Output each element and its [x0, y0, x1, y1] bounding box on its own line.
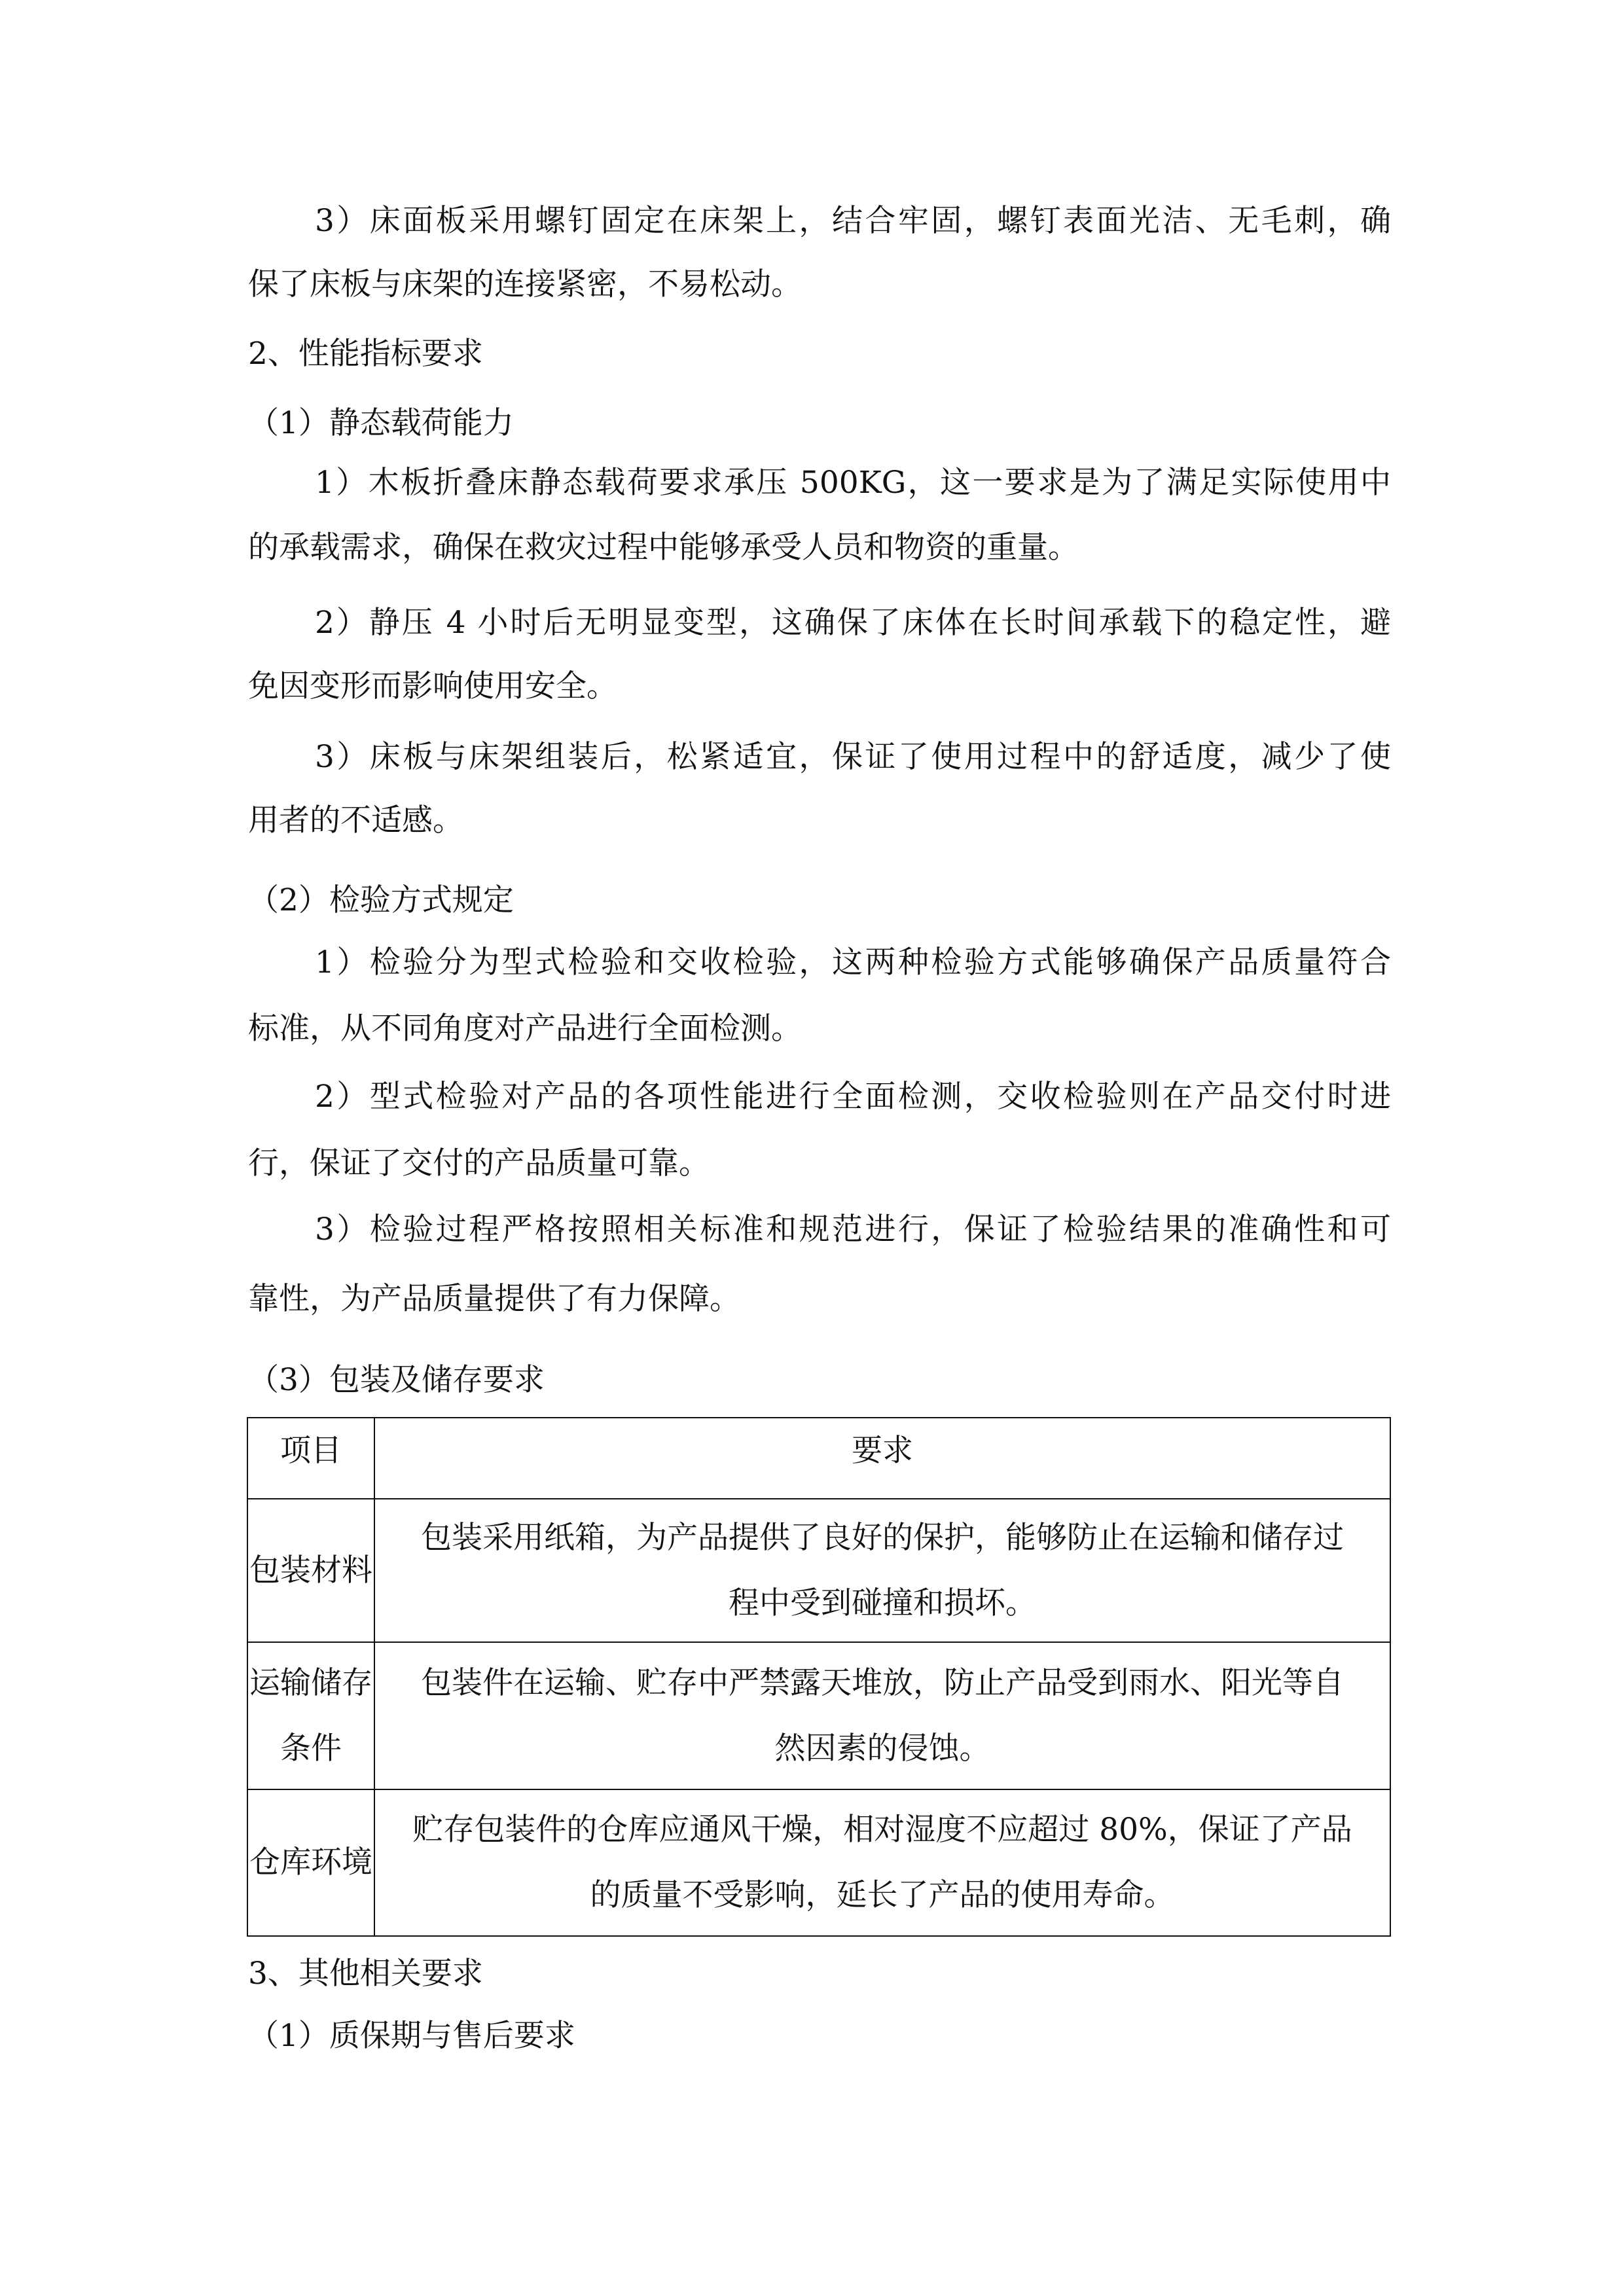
subsection-heading: （3）包装及储存要求 [248, 1362, 545, 1398]
text-line: 3）床面板采用螺钉固定在床架上，结合牢固，螺钉表面光洁、无毛刺，确 [315, 203, 1391, 239]
text-line: 免因变形而影响使用安全。 [248, 668, 617, 704]
section-heading: 2、性能指标要求 [248, 336, 483, 372]
requirement-cell: 包装件在运输、贮存中严禁露天堆放，防止产品受到雨水、阳光等自 然因素的侵蚀。 [374, 1642, 1390, 1789]
item-cell: 包装材料 [247, 1499, 374, 1642]
text-line: 保了床板与床架的连接紧密，不易松动。 [248, 266, 802, 302]
packaging-table [247, 1417, 1391, 1937]
table-row [247, 1642, 1390, 1789]
requirement-cell: 贮存包装件的仓库应通风干燥，相对湿度不应超过 80%，保证了产品 的质量不受影响，延长了产品的使用寿命。 [374, 1789, 1390, 1936]
text-line: 2）型式检验对产品的各项性能进行全面检测，交收检验则在产品交付时进 [315, 1079, 1391, 1115]
item-cell: 运输储存 条件 [247, 1642, 374, 1789]
table-header-row [247, 1418, 1390, 1499]
subsection-heading: （1）静态载荷能力 [248, 405, 514, 441]
text-line: 的承载需求，确保在救灾过程中能够承受人员和物资的重量。 [248, 529, 1079, 565]
item-cell: 仓库环境 [247, 1789, 374, 1936]
requirement-cell: 包装采用纸箱，为产品提供了良好的保护，能够防止在运输和储存过 程中受到碰撞和损坏。 [374, 1499, 1390, 1642]
text-line: 行，保证了交付的产品质量可靠。 [248, 1145, 710, 1181]
text-line: 用者的不适感。 [248, 802, 463, 838]
subsection-heading: （2）检验方式规定 [248, 882, 514, 918]
text-line: 1）木板折叠床静态载荷要求承压 500KG，这一要求是为了满足实际使用中 [315, 465, 1391, 501]
text-line: 3）床板与床架组装后，松紧适宜，保证了使用过程中的舒适度，减少了使 [315, 739, 1391, 775]
table-row [247, 1499, 1390, 1642]
text-line: 2）静压 4 小时后无明显变型，这确保了床体在长时间承载下的稳定性，避 [315, 605, 1391, 641]
text-line: 1）检验分为型式检验和交收检验，这两种检验方式能够确保产品质量符合 [315, 944, 1391, 980]
header-requirement: 要求 [374, 1418, 1390, 1499]
subsection-heading: （1）质保期与售后要求 [248, 2018, 575, 2054]
table-row [247, 1789, 1390, 1936]
text-line: 标准，从不同角度对产品进行全面检测。 [248, 1011, 802, 1047]
section-heading: 3、其他相关要求 [248, 1956, 483, 1992]
text-line: 靠性，为产品质量提供了有力保障。 [248, 1281, 740, 1317]
header-item: 项目 [247, 1418, 374, 1499]
text-line: 3）检验过程严格按照相关标准和规范进行，保证了检验结果的准确性和可 [315, 1211, 1391, 1247]
